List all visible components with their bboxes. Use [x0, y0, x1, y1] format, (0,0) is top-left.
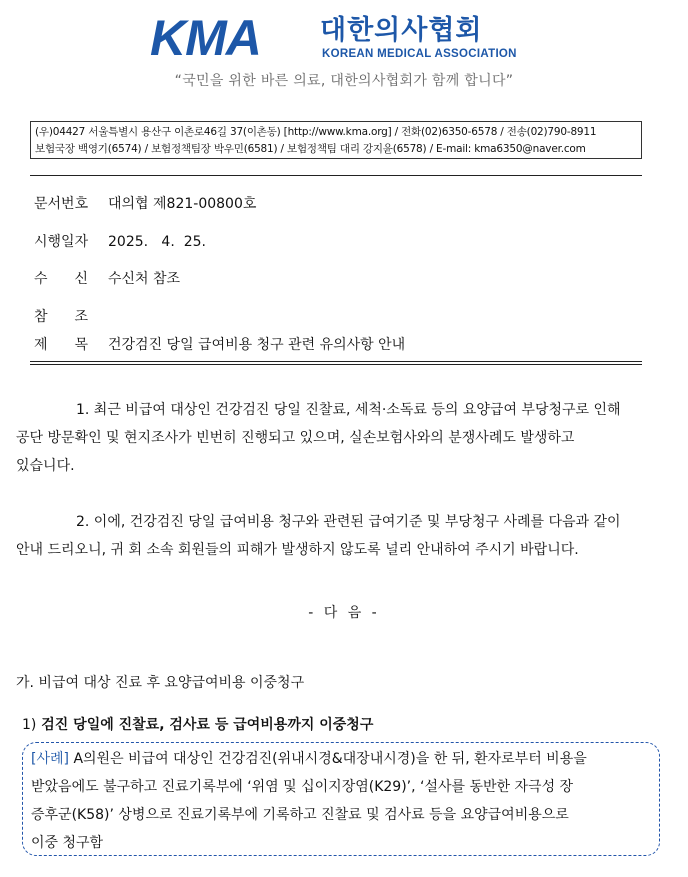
logo-mark: KMA — [150, 10, 261, 66]
divider-mid-double — [30, 364, 642, 365]
case-line-3: 증후군(K58)’ 상병으로 진료기록부에 기록하고 진찰료 및 검사료 등을 요양급여비용으로 — [31, 807, 569, 823]
paragraph-1-line-1: 1. 최근 비급여 대상인 건강검진 당일 진찰료, 세척·소독료 등의 요양급여 부당청구로 인해 — [76, 402, 621, 418]
contact-address-line: (우)04427 서울특별시 용산구 이촌로46길 37(이촌동) [http://www.kma.org] / 전화(02)6350-6578 / 전송(02)790-8911 — [35, 126, 597, 138]
notice-heading: - 다 음 - — [308, 605, 380, 621]
kma-logo — [150, 10, 540, 66]
date-value: 2025. 4. 25. — [108, 234, 206, 250]
case-line-1-text: A의원은 비급여 대상인 건강검진(위내시경&대장내시경)을 한 뒤, 환자로부터 비용을 — [73, 751, 587, 767]
paragraph-2 — [16, 508, 658, 564]
paragraph-1 — [16, 396, 658, 480]
section-a-heading: 가. 비급여 대상 진료 후 요양급여비용 이중청구 — [16, 675, 305, 691]
date-label: 시행일자 — [34, 234, 89, 250]
logo-korean-name: 대한의사협회 — [320, 15, 483, 46]
case-line-1 — [31, 745, 649, 773]
divider-top — [30, 175, 642, 176]
item-1-title: 검진 당일에 진찰료, 검사료 등 급여비용까지 이중청구 — [41, 717, 374, 733]
subject-label: 제목 — [34, 337, 116, 353]
item-1-number: 1) — [22, 717, 37, 733]
doc-number-value: 대의협 제821-00800호 — [108, 196, 257, 212]
case-line-4: 이중 청구함 — [31, 835, 104, 851]
subject-value: 건강검진 당일 급여비용 청구 관련 유의사항 안내 — [108, 337, 406, 353]
contact-box — [30, 121, 642, 159]
recipient-row — [34, 268, 180, 288]
paragraph-1-line-3: 있습니다. — [16, 458, 75, 474]
logo-english-name: KOREAN MEDICAL ASSOCIATION — [322, 48, 517, 60]
slogan: “국민을 위한 바른 의료, 대한의사협회가 함께 합니다” — [174, 73, 514, 89]
paragraph-2-line-1: 2. 이에, 건강검진 당일 급여비용 청구와 관련된 급여기준 및 부당청구 사례를 다음과 같이 — [76, 514, 621, 530]
reference-row — [34, 306, 116, 326]
subject-row — [34, 334, 405, 354]
contact-staff-line: 보험국장 백영기(6574) / 보험정책팀장 박우민(6581) / 보험정책팀 대리 강지윤(6578) / E-mail: kma6350@naver.com — [35, 143, 586, 155]
item-1-heading — [22, 714, 373, 734]
recipient-label: 수신 — [34, 271, 116, 287]
case-tag: [사례] — [31, 751, 69, 767]
recipient-value: 수신처 참조 — [108, 271, 181, 287]
case-line-2: 받았음에도 불구하고 진료기록부에 ‘위염 및 십이지장염(K29)’, ‘설사를 동반한 자극성 장 — [31, 779, 574, 795]
paragraph-1-line-2: 공단 방문확인 및 현지조사가 빈번히 진행되고 있으며, 실손보험사와의 분쟁사례도 발생하고 — [16, 430, 575, 446]
doc-number-row — [34, 193, 256, 213]
date-row — [34, 231, 206, 251]
doc-number-label: 문서번호 — [34, 196, 89, 212]
case-example-box — [22, 742, 660, 856]
divider-mid — [30, 361, 642, 362]
paragraph-2-line-2: 안내 드리오니, 귀 회 소속 회원들의 피해가 발생하지 않도록 널리 안내하여 주시기 바랍니다. — [16, 542, 579, 558]
reference-label: 참조 — [34, 309, 116, 325]
